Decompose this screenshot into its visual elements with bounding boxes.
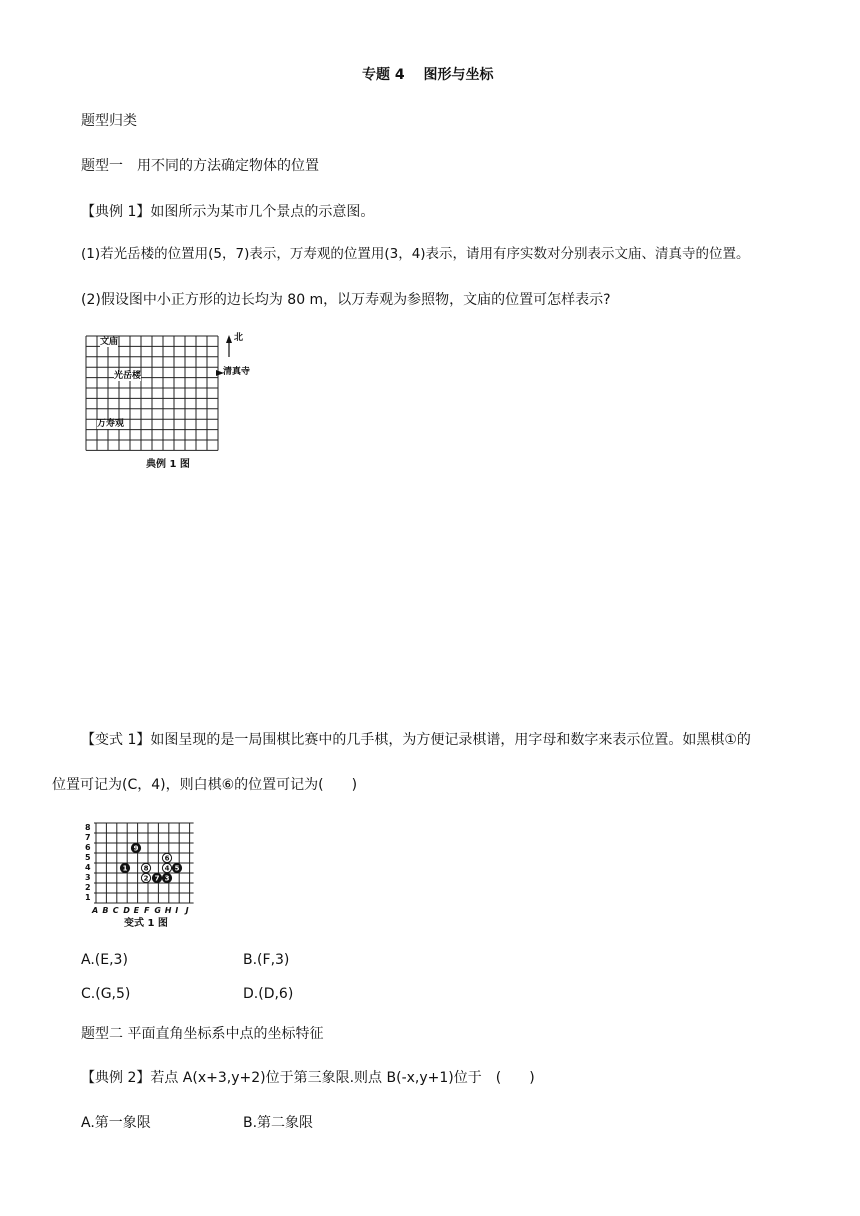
stone-number: 4	[164, 864, 170, 873]
example2-option-b: B.第二象限	[243, 1115, 314, 1131]
type2-heading: 题型二 平面直角坐标系中点的坐标特征	[81, 1026, 324, 1042]
stone-number: 1	[122, 864, 128, 873]
variant1-line2: 位置可记为(C，4)，则白棋⑥的位置可记为( )	[52, 777, 358, 793]
go-col-label: A	[92, 906, 99, 915]
go-col-label: B	[102, 906, 109, 915]
label-guangyuelou: 光岳楼	[114, 371, 142, 381]
label-qingzhensi: 清真寺	[223, 367, 251, 377]
go-row-label: 4	[85, 863, 91, 872]
go-board	[84, 815, 224, 915]
variant1-option-d: D.(D,6)	[243, 986, 294, 1002]
variant1-figure	[84, 815, 224, 933]
label-north: 北	[234, 333, 244, 343]
go-col-label: H	[164, 906, 172, 915]
example1-figure	[84, 330, 274, 480]
type1-heading: 题型一 用不同的方法确定物体的位置	[81, 158, 319, 174]
go-row-label: 3	[85, 873, 91, 882]
go-col-label: E	[133, 906, 140, 915]
go-row-label: 8	[85, 823, 91, 832]
variant1-option-b: B.(F,3)	[243, 952, 290, 968]
go-row-label: 2	[85, 883, 91, 892]
go-col-label: C	[112, 906, 119, 915]
page-title: 专题 4 图形与坐标	[362, 67, 494, 83]
go-col-label: I	[175, 906, 179, 915]
example2-option-a: A.第一象限	[81, 1115, 151, 1131]
example1-question1: (1)若光岳楼的位置用(5，7)表示，万寿观的位置用(3，4)表示，请用有序实数对分别表示文庙、清真寺的位置。	[81, 246, 750, 262]
label-wenmiao: 文庙	[100, 337, 119, 347]
stone-number: 5	[174, 864, 180, 873]
variant1-option-a: A.(E,3)	[81, 952, 128, 968]
label-wanshouguan: 万寿观	[97, 419, 125, 429]
stone-number: 3	[164, 874, 170, 883]
go-col-label: D	[123, 906, 130, 915]
example2-text: 【典例 2】若点 A(x+3,y+2)位于第三象限.则点 B(-x,y+1)位于 ( )	[81, 1070, 535, 1086]
example1-question2: (2)假设图中小正方形的边长均为 80 m，以万寿观为参照物，文庙的位置可怎样表示?	[81, 292, 611, 308]
go-col-label: F	[144, 906, 150, 915]
stone-number: 7	[154, 874, 160, 883]
go-row-label: 1	[85, 893, 91, 902]
variant1-option-c: C.(G,5)	[81, 986, 131, 1002]
stone-number: 9	[133, 844, 139, 853]
section-header: 题型归类	[81, 113, 137, 129]
stone-number: 6	[164, 854, 170, 863]
figure1-caption: 典例 1 图	[146, 459, 190, 470]
map-grid	[84, 330, 274, 480]
stone-number: 8	[143, 864, 149, 873]
go-row-label: 6	[85, 843, 91, 852]
variant1-line1: 【变式 1】如图呈现的是一局围棋比赛中的几手棋，为方便记录棋谱，用字母和数字来表示位置。如黑棋①的	[81, 732, 751, 748]
example1-intro: 【典例 1】如图所示为某市几个景点的示意图。	[81, 204, 375, 220]
go-col-label: G	[154, 906, 161, 915]
go-row-label: 5	[85, 853, 91, 862]
go-col-label: J	[185, 906, 189, 915]
stone-number: 2	[143, 874, 149, 883]
figure2-caption: 变式 1 图	[124, 918, 168, 929]
go-row-label: 7	[85, 833, 91, 842]
